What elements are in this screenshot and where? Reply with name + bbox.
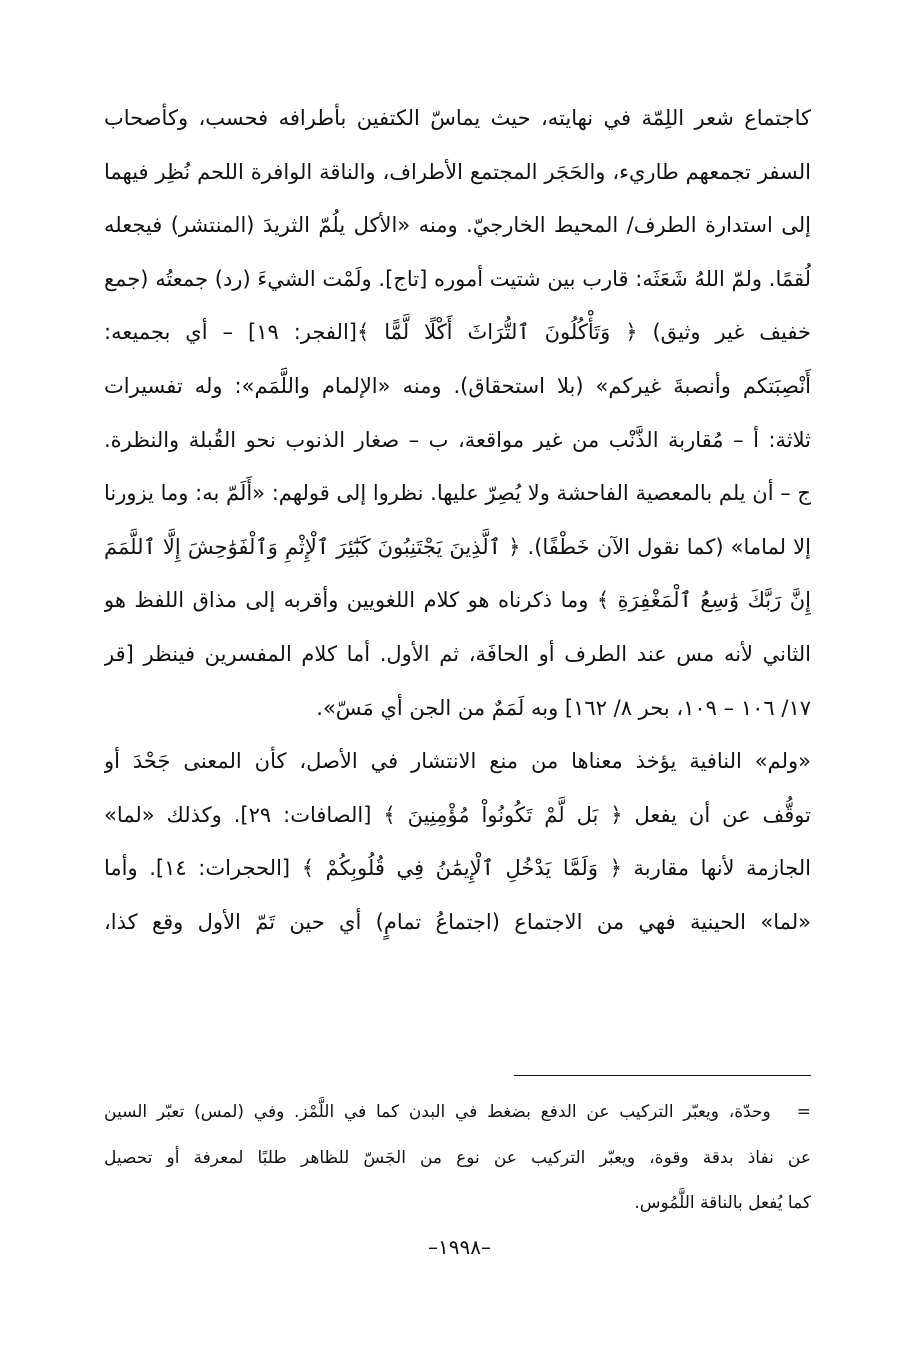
footnote-line: كما يُفعل بالناقة اللَّمُوس. xyxy=(634,1193,811,1213)
footnote-divider xyxy=(514,1075,811,1076)
footnote-continuation-marker: = xyxy=(796,1102,811,1122)
footnote xyxy=(104,1090,811,1227)
text-line: لُقمًا. ولمّ اللهُ شَعَثَه: قارب بين شتيت أموره [تاج]. ولَمْت الشيءَ (رد) جمعتُه (جمع xyxy=(104,266,811,291)
text-line: خفيف غير وثيق) ﴿ وَتَأْكُلُونَ ٱلتُّرَاثَ أَكْلًا لَّمًّا ﴾[الفجر: ١٩] – أي بجميعه: xyxy=(104,320,811,345)
text-line: ١٧/ ١٠٦ – ١٠٩، بحر ٨/ ١٦٢] وبه لَمَمٌ من الجن أي مَسّ». xyxy=(316,695,811,720)
main-text xyxy=(104,92,811,950)
text-line: توقُّف عن أن يفعل ﴿ بَل لَّمْ تَكُونُواْ مُؤْمِنِينَ ﴾ [الصافات: ٢٩]. وكذلك «لما» xyxy=(104,802,811,827)
paragraph-2 xyxy=(104,735,811,949)
text-line: إِنَّ رَبَّكَ وَٰسِعُ ٱلْمَغْفِرَةِ ﴾ وما ذكرناه هو كلام اللغويين وأقربه إلى مذاق اللفظ هو xyxy=(104,588,811,613)
text-line: «لما» الحينية فهي من الاجتماع (اجتماعُ تمامٍ) أي حين تَمّ الأول وقع كذا، xyxy=(104,909,811,934)
page-number: –١٩٩٨– xyxy=(428,1235,491,1259)
footnote-line-text: وحدّة، ويعبّر التركيب عن الدفع بضغط في البدن كما في اللَّمْز. وفي (لمس) تعبّر السين xyxy=(104,1102,771,1122)
text-line: «ولم» النافية يؤخذ معناها من منع الانتشار في الأصل، كأن المعنى جَحْدَ أو xyxy=(104,749,811,774)
footnote-line: عن نفاذ بدقة وقوة، ويعبّر التركيب عن نوع من الجَسّ للظاهر طلبًا لمعرفة أو تحصيل xyxy=(104,1147,811,1168)
text-line: السفر تجمعهم طاريء، والحَجَر المجتمع الأطراف، والناقة الوافرة اللحم نُظِر فيهما xyxy=(104,159,811,184)
text-line: ثلاثة: أ – مُقاربة الذَّنْب من غير مواقعة، ب – صغار الذنوب نحو القُبلة والنظرة. xyxy=(104,427,811,452)
text-line: الجازمة لأنها مقاربة ﴿ وَلَمَّا يَدْخُلِ ٱلْإِيمَٰنُ فِي قُلُوبِكُمْ ﴾ [الحجرات: ١٤]. وأما xyxy=(104,856,811,881)
text-line: الثاني لأنه مس عند الطرف أو الحافَة، ثم الأول. أما كلام المفسرين فينظر [قر xyxy=(104,641,811,666)
text-line: إلى استدارة الطرف/ المحيط الخارجيّ. ومنه «الأكل يلُمّ الثريدَ (المنتشر) فيجعله xyxy=(104,213,811,238)
text-line: ج – أن يلم بالمعصية الفاحشة ولا يُصِرّ عليها. نظروا إلى قولهم: «أَلَمّ به: وما يزورنا xyxy=(104,481,811,506)
text-line: أَنْصِبَتكم وأنصبةَ غيركم» (بلا استحقاق). ومنه «الإلمام واللَّمَم»: وله تفسيرات xyxy=(104,373,811,398)
paragraph-1 xyxy=(104,92,811,735)
text-line: كاجتماع شعر اللِمّة في نهايته، حيث يماسّ الكتفين بأطرافه فحسب، وكأصحاب xyxy=(104,106,811,130)
text-line: إلا لماما» (كما نقول الآن خَطْفًا). ﴿ ٱلَّذِينَ يَجْتَنِبُونَ كَبَٰٓئِرَ ٱلْإِثْمِ وَٱلْفَوَٰحِشَ إِلَّا ٱللَّمَمَ xyxy=(104,534,811,559)
footnote-line xyxy=(104,1090,811,1136)
